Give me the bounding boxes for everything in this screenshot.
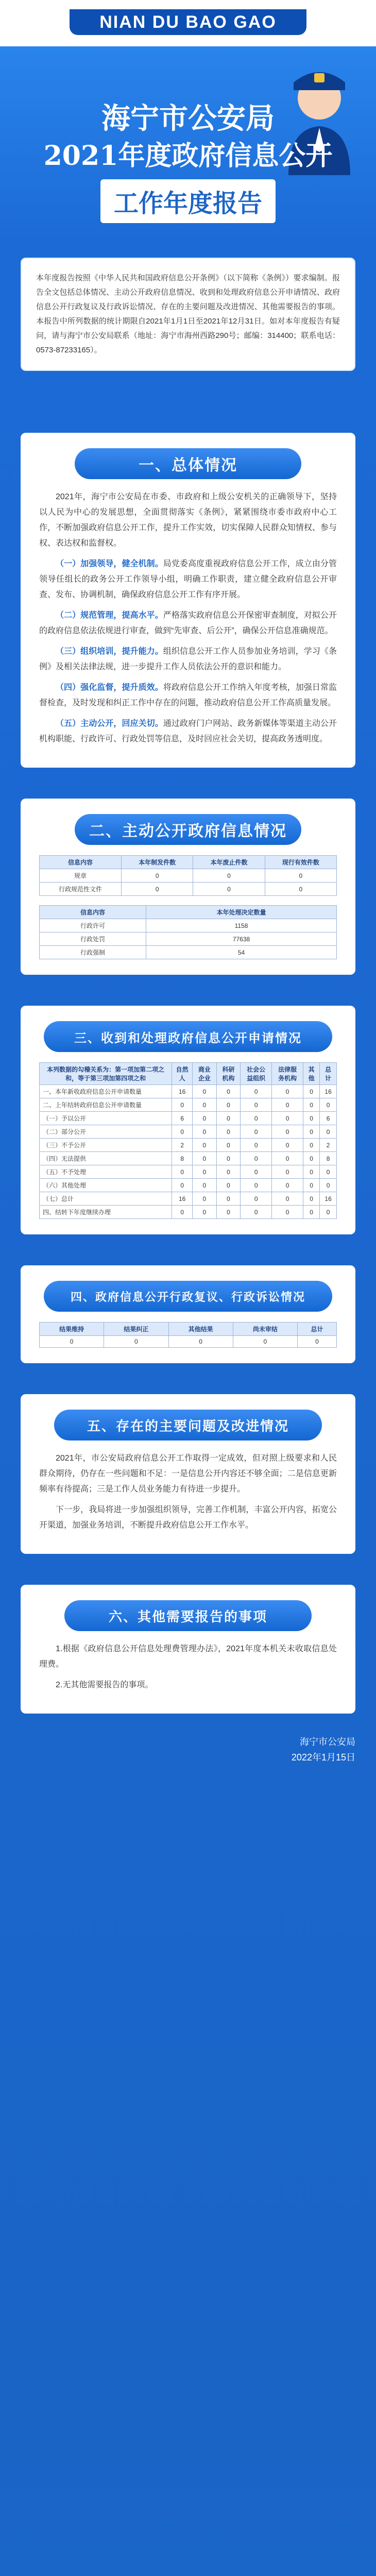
th: 其他结果 <box>168 1323 233 1336</box>
cell: 0 <box>172 1098 193 1112</box>
cell: 0 <box>193 883 265 896</box>
section-other <box>21 1585 355 1714</box>
overview-intro: 2021年，海宁市公安局在市委、市政府和上级公安机关的正确领导下，坚持以人民为中心的发展思想，全面贯彻落实《条例》，紧紧围绕市委市政府中心工作，不断加强政府信息公开工作，提升工作实效，切实保障人民群众知情权、参与权、表达权和监督权。 <box>39 493 337 548</box>
cell: 0 <box>241 1206 272 1219</box>
cell: 6 <box>172 1112 193 1125</box>
cell: 0 <box>216 1206 241 1219</box>
cell: （五）不予处理 <box>40 1165 172 1179</box>
intro-card <box>21 258 355 371</box>
cell: 0 <box>216 1085 241 1098</box>
overview-para-1: 局党委高度重视政府信息公开工作，成立由分管领导任组长的政务公开工作领导小组，明确工作职责，建立健全政府信息公开审查、发布、协调机制，确保政府信息公开工作有序开展。 <box>39 560 337 599</box>
section-title-4: 四、政府信息公开行政复议、行政诉讼情况 <box>44 1281 332 1312</box>
cell: 0 <box>241 1152 272 1165</box>
cell: 0 <box>320 1098 337 1112</box>
cell: 行政处罚 <box>40 933 146 946</box>
th: 总计 <box>320 1063 337 1085</box>
th: 本年处理决定数量 <box>146 906 337 919</box>
table-decisions <box>39 905 337 959</box>
cell: 0 <box>303 1165 320 1179</box>
cell: 0 <box>193 1179 217 1192</box>
cell: 0 <box>272 1165 303 1179</box>
cell: 0 <box>193 1152 217 1165</box>
cell: 54 <box>146 946 337 959</box>
th: 自然人 <box>172 1063 193 1085</box>
cell: 0 <box>303 1112 320 1125</box>
cell: 0 <box>216 1179 241 1192</box>
cell: 0 <box>193 1165 217 1179</box>
cell: 0 <box>172 1206 193 1219</box>
table-row <box>40 933 337 946</box>
cell: 2 <box>320 1139 337 1152</box>
section-proactive <box>21 799 355 975</box>
cell: （四）无法提供 <box>40 1152 172 1165</box>
cell: 0 <box>303 1192 320 1206</box>
cell: 一、本年新收政府信息公开申请数量 <box>40 1085 172 1098</box>
cell: 0 <box>272 1085 303 1098</box>
cell: 0 <box>320 1165 337 1179</box>
th: 现行有效件数 <box>265 856 336 869</box>
th: 结果纠正 <box>104 1323 168 1336</box>
cell: 0 <box>272 1139 303 1152</box>
cell: 行政强制 <box>40 946 146 959</box>
cell: 0 <box>193 869 265 883</box>
th: 结果维持 <box>40 1323 104 1336</box>
other-para-2: 2.无其他需要报告的事项。 <box>56 1681 153 1689</box>
th: 社会公益组织 <box>241 1063 272 1085</box>
cell: 0 <box>193 1098 217 1112</box>
cell: 0 <box>272 1098 303 1112</box>
cell: 1158 <box>146 919 337 933</box>
cell: 0 <box>303 1125 320 1139</box>
title-line-3: 工作年度报告 <box>100 179 276 223</box>
title-block <box>31 103 345 223</box>
cell: 16 <box>320 1085 337 1098</box>
table-row <box>40 1152 337 1165</box>
table-row <box>40 1206 337 1219</box>
th: 信息内容 <box>40 856 122 869</box>
cell: 0 <box>241 1085 272 1098</box>
cell: 0 <box>233 1336 297 1348</box>
cell: 0 <box>265 883 336 896</box>
cell: 0 <box>216 1112 241 1125</box>
cell: 0 <box>303 1152 320 1165</box>
cell: 0 <box>122 869 193 883</box>
footer-date: 2022年1月15日 <box>291 1752 355 1762</box>
cell: （二）部分公开 <box>40 1125 172 1139</box>
table-row <box>40 919 337 933</box>
cell: 0 <box>298 1336 337 1348</box>
cell: 0 <box>216 1098 241 1112</box>
cell: 0 <box>172 1165 193 1179</box>
table-regulations <box>39 855 337 896</box>
issues-para-1: 2021年，市公安局政府信息公开工作取得一定成效，但对照上级要求和人民群众期待，仍存在一些问题和不足：一是信息公开内容还不够全面；二是信息更新频率有待提高；三是工作人员业务能力有待进一步提升。 <box>39 1454 337 1494</box>
cell: 0 <box>40 1336 104 1348</box>
cell: 0 <box>193 1085 217 1098</box>
table-row <box>40 946 337 959</box>
th: 本年废止件数 <box>193 856 265 869</box>
cell: 16 <box>320 1192 337 1206</box>
table-row <box>40 883 337 896</box>
th: 商业企业 <box>193 1063 217 1085</box>
overview-para-5: 通过政府门户网站、政务新媒体等渠道主动公开机构职能、行政许可、行政处罚等信息，及时回应社会关切，提高政务透明度。 <box>39 719 337 743</box>
table-row <box>40 1112 337 1125</box>
th: 本列数据的勾稽关系为：第一项加第二项之和，等于第三项加第四项之和 <box>40 1063 172 1085</box>
table-row <box>40 1125 337 1139</box>
section-review <box>21 1265 355 1363</box>
overview-para-3: 组织信息公开工作人员参加业务培训，学习《条例》及相关法律法规，进一步提升工作人员依法公开的意识和能力。 <box>39 647 337 671</box>
cell: 0 <box>241 1165 272 1179</box>
cell: 二、上年结转政府信息公开申请数量 <box>40 1098 172 1112</box>
cell: 0 <box>241 1112 272 1125</box>
table-row <box>40 869 337 883</box>
section-overview <box>21 433 355 768</box>
cell: 0 <box>320 1125 337 1139</box>
table-row <box>40 1179 337 1192</box>
cell: 0 <box>216 1192 241 1206</box>
cell: （一）予以公开 <box>40 1112 172 1125</box>
cell: 16 <box>172 1085 193 1098</box>
section-title-6: 六、其他需要报告的事项 <box>64 1600 312 1631</box>
cell: 16 <box>172 1192 193 1206</box>
footer-org: 海宁市公安局 <box>300 1737 355 1747</box>
cell: 0 <box>216 1125 241 1139</box>
th: 科研机构 <box>216 1063 241 1085</box>
cell: 0 <box>216 1139 241 1152</box>
section-title-1: 一、总体情况 <box>75 448 301 479</box>
overview-subtitle-3: （三）组织培训，提升能力。 <box>56 647 163 656</box>
cell: 0 <box>122 883 193 896</box>
cell: 0 <box>241 1192 272 1206</box>
th: 法律服务机构 <box>272 1063 303 1085</box>
section-applications <box>21 1006 355 1234</box>
cell: 0 <box>168 1336 233 1348</box>
overview-subtitle-1: （一）加强领导，健全机制。 <box>56 560 163 568</box>
th: 总计 <box>298 1323 337 1336</box>
overview-subtitle-2: （二）规范管理，提高水平。 <box>56 611 163 620</box>
cell: 8 <box>320 1152 337 1165</box>
cell: 行政规范性文件 <box>40 883 122 896</box>
cell: 0 <box>216 1152 241 1165</box>
cell: （三）不予公开 <box>40 1139 172 1152</box>
cell: 0 <box>241 1125 272 1139</box>
cell: 0 <box>241 1179 272 1192</box>
th: 本年制发件数 <box>122 856 193 869</box>
title-line-2: 2021年度政府信息公开 <box>43 140 333 172</box>
brand-banner: NIAN DU BAO GAO <box>70 9 306 35</box>
cell: 0 <box>303 1139 320 1152</box>
overview-subtitle-5: （五）主动公开，回应关切。 <box>56 719 163 728</box>
table-row <box>40 1165 337 1179</box>
cell: 0 <box>272 1125 303 1139</box>
cell: 8 <box>172 1152 193 1165</box>
cell: 行政许可 <box>40 919 146 933</box>
cell: 0 <box>272 1206 303 1219</box>
cell: 0 <box>172 1125 193 1139</box>
table-row <box>40 1085 337 1098</box>
cell: 0 <box>272 1152 303 1165</box>
table-row <box>40 1098 337 1112</box>
cell: 0 <box>265 869 336 883</box>
cell: 0 <box>193 1139 217 1152</box>
cell: 0 <box>272 1112 303 1125</box>
cell: 0 <box>172 1179 193 1192</box>
overview-para-2: 严格落实政府信息公开保密审查制度，对拟公开的政府信息依法依规进行审查，做到“先审查、后公开”，确保公开信息准确规范。 <box>39 611 337 635</box>
table-row <box>40 1139 337 1152</box>
table-row <box>40 1192 337 1206</box>
cell: 0 <box>320 1206 337 1219</box>
section-title-3: 三、收到和处理政府信息公开申请情况 <box>44 1021 332 1052</box>
cell: 0 <box>272 1192 303 1206</box>
cell: 6 <box>320 1112 337 1125</box>
cell: 0 <box>272 1179 303 1192</box>
table-applications <box>39 1062 337 1219</box>
table-row <box>40 1336 337 1348</box>
cell: 0 <box>241 1098 272 1112</box>
cell: 0 <box>303 1098 320 1112</box>
title-line-1: 海宁市公安局 <box>101 101 275 135</box>
cell: 0 <box>303 1206 320 1219</box>
applications-body <box>40 1085 337 1219</box>
header <box>0 0 376 371</box>
cell: 0 <box>104 1336 168 1348</box>
cell: 0 <box>320 1179 337 1192</box>
th: 其他 <box>303 1063 320 1085</box>
footer <box>21 1714 355 1786</box>
cell: 0 <box>193 1206 217 1219</box>
overview-subtitle-4: （四）强化监督，提升质效。 <box>56 683 163 692</box>
th: 信息内容 <box>40 906 146 919</box>
issues-para-2: 下一步，我局将进一步加强组织领导，完善工作机制，丰富公开内容，拓宽公开渠道，加强业务培训，不断提升政府信息公开工作水平。 <box>39 1505 337 1530</box>
cell: 0 <box>193 1192 217 1206</box>
overview-para-4: 将政府信息公开工作纳入年度考核，加强日常监督检查，及时发现和纠正工作中存在的问题，推动政府信息公开工作高质量发展。 <box>39 683 337 707</box>
intro-text: 本年度报告按照《中华人民共和国政府信息公开条例》（以下简称《条例》）要求编制。报告全文包括总体情况、主动公开政府信息情况、收到和处理政府信息公开申请情况、政府信息公开行政复议及行政诉讼情况、存在的主要问题及改进情况、其他需要报告的事项。本报告中所列数据的统计期限自2021年1月1日至2021年12月31日。如对本年度报告有疑问，请与海宁市公安局联系（地址：海宁市海州西路290号；邮编：314400；联系电话：0573-87233165）。 <box>36 274 340 354</box>
cell: 四、结转下年度继续办理 <box>40 1206 172 1219</box>
cell: 0 <box>193 1125 217 1139</box>
other-para-1: 1.根据《政府信息公开信息处理费管理办法》，2021年度本机关未收取信息处理费。 <box>39 1645 337 1669</box>
cell: 规章 <box>40 869 122 883</box>
cell: 0 <box>241 1139 272 1152</box>
section-title-5: 五、存在的主要问题及改进情况 <box>54 1410 322 1440</box>
cell: （七）总计 <box>40 1192 172 1206</box>
th: 尚未审结 <box>233 1323 297 1336</box>
cell: 0 <box>193 1112 217 1125</box>
table-review <box>39 1322 337 1348</box>
cell: 2 <box>172 1139 193 1152</box>
section-title-2: 二、主动公开政府信息情况 <box>75 814 301 845</box>
section-issues <box>21 1394 355 1554</box>
cell: 0 <box>216 1165 241 1179</box>
cell: 0 <box>303 1179 320 1192</box>
cell: 77638 <box>146 933 337 946</box>
cell: （六）其他处理 <box>40 1179 172 1192</box>
cell: 0 <box>303 1085 320 1098</box>
